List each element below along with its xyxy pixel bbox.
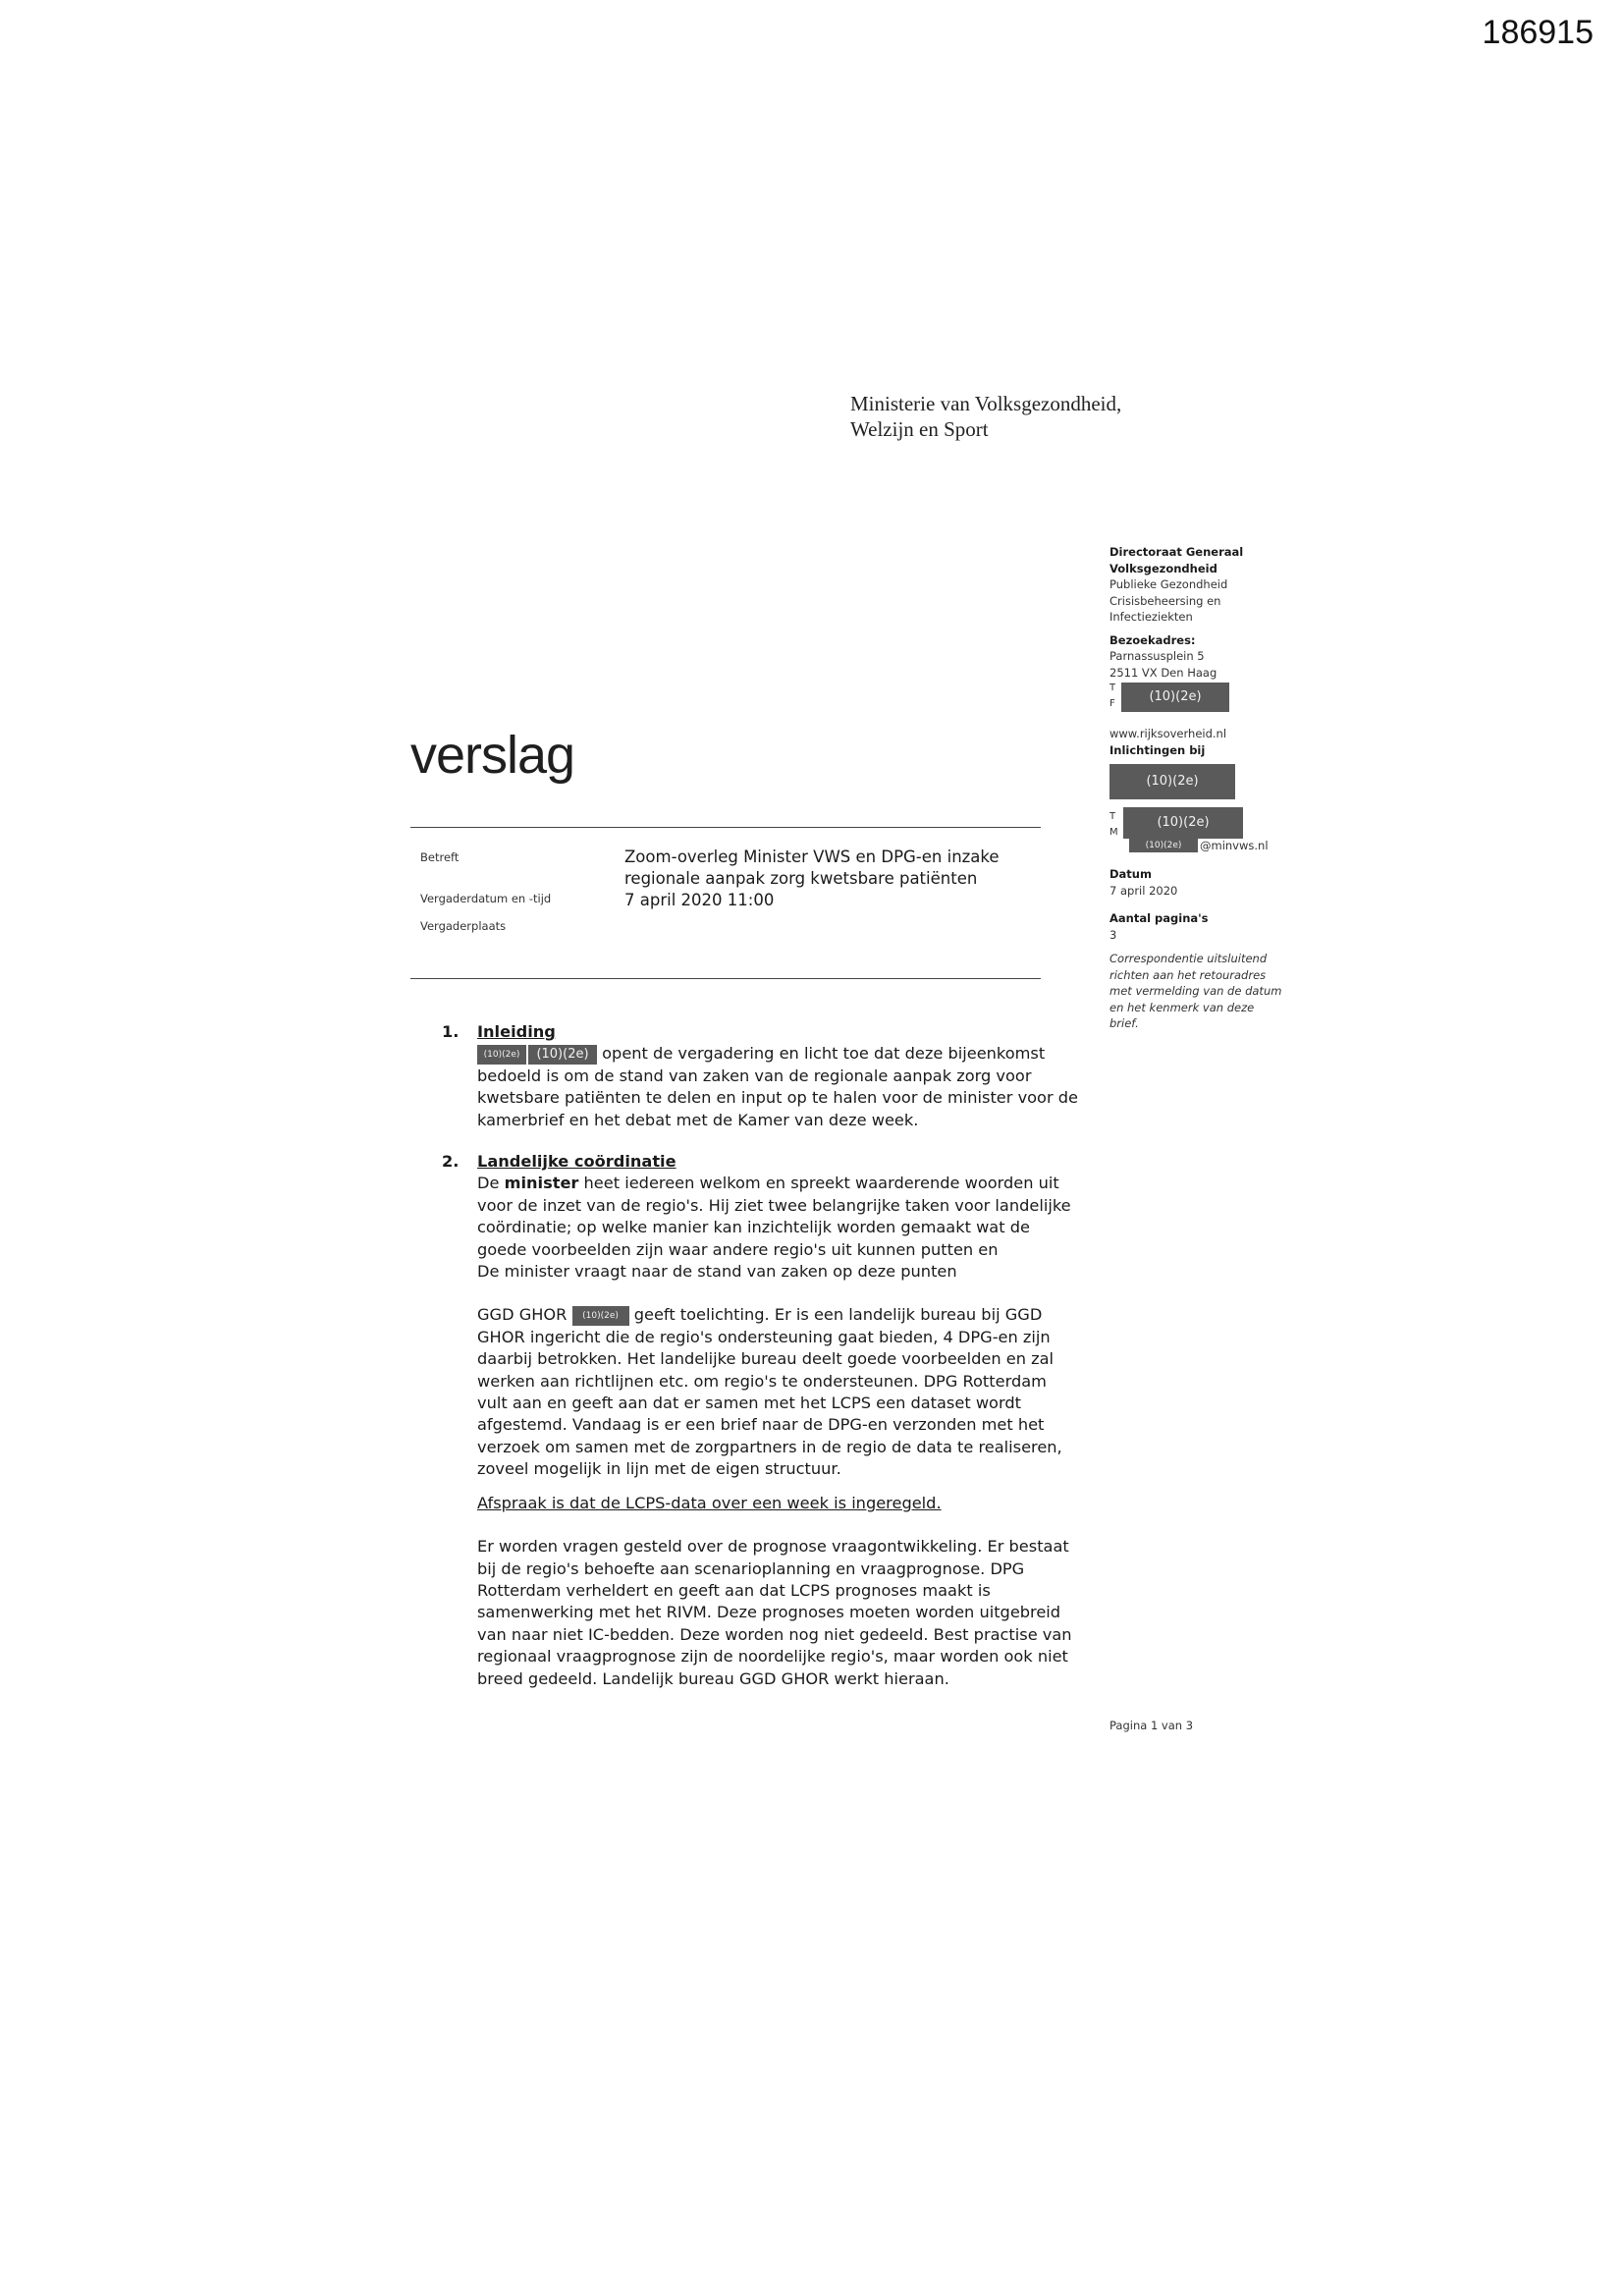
section-heading: Inleiding <box>477 1022 556 1041</box>
section-inleiding: 1. Inleiding (10)(2e) (10)(2e) opent de vergadering en licht toe dat deze bijeenkomst bedoeld is om de stand van zaken van de regionale aanpak zorg voor kwetsbare patiënten te delen en input op te halen voor de minister voor de kamerbrief en het debat met de Kamer van deze week. <box>477 1021 1106 1131</box>
divider <box>410 827 1041 828</box>
page-footer: Pagina 1 van 3 <box>1109 1719 1194 1732</box>
redaction-box: (10)(2e) <box>477 1045 526 1065</box>
divider <box>410 978 1041 979</box>
redaction-box: (10)(2e) <box>1123 807 1243 839</box>
redaction-box: (10)(2e) <box>528 1045 597 1065</box>
redaction-box: (10)(2e) <box>572 1306 629 1326</box>
redaction-box: (10)(2e) <box>1121 683 1229 712</box>
meeting-date-label: Vergaderdatum en -tijd <box>420 892 552 905</box>
section-heading: Landelijke coördinatie <box>477 1152 676 1171</box>
document-number: 186915 <box>1482 14 1594 51</box>
document-title: verslag <box>410 726 575 785</box>
meeting-date: 7 april 2020 11:00 <box>624 891 775 909</box>
contact-phone: T M (10)(2e) (10)(2e) @minvws.nl <box>1109 807 1316 856</box>
meeting-place-label: Vergaderplaats <box>420 919 507 933</box>
phone-fax: T F (10)(2e) <box>1109 681 1316 714</box>
agreement: Afspraak is dat de LCPS-data over een week is ingeregeld. <box>477 1493 942 1512</box>
redaction-box: (10)(2e) <box>1129 839 1198 852</box>
email-suffix: @minvws.nl <box>1200 839 1269 852</box>
ministry-name: Ministerie van Volksgezondheid, Welzijn en Sport <box>850 392 1122 441</box>
betreft-label: Betreft <box>420 850 460 864</box>
redaction-box: (10)(2e) <box>1109 764 1235 799</box>
meeting-details: Zoom-overleg Minister VWS en DPG-en inzake regionale aanpak zorg kwetsbare patiënten 7 april 2020 11:00 <box>624 847 1056 911</box>
sidebar: Directoraat Generaal Volksgezondheid Publieke Gezondheid Crisisbeheersing en Infectieziekten Bezoekadres: Parnassusplein 5 2511 VX Den Haag T F (10)(2e) www.rijksoverheid.nl Inlichtingen bij (10)(2e) T M (10)(2e) (10)(2e) @minvws.nl Datum 7 april 2020 Aantal pagina's 3 Correspondentie uitsluitend richten aan het retouradres met vermelding van de datum en het kenmerk van deze brief. <box>1109 544 1316 1032</box>
address-label: Bezoekadres: <box>1109 632 1196 647</box>
section-landelijke-coordinatie: 2. Landelijke coördinatie De minister heet iedereen welkom en spreekt waarderende woorden uit voor de inzet van de regio's. Hij ziet twee belangrijke taken voor landelijke coördinatie; op welke manier kan inzichtelijk worden gemaakt wat de goede voorbeelden zijn waar andere regio's uit kunnen putten en De minister vraagt naar de stand van zaken op deze punten GGD GHOR (10)(2e) geeft toelichting. Er is een landelijk bureau bij GGD GHOR ingericht die de regio's ondersteuning gaat bieden, 4 DPG-en zijn daarbij betrokken. Het landelijke bureau deelt goede voorbeelden en zal werken aan richtlijnen etc. om regio's te ondersteunen. DPG Rotterdam vult aan en geeft aan dat er samen met het LCPS een dataset wordt afgestemd. Vandaag is er een brief naar de DPG-en verzonden met het verzoek om samen met de zorgpartners in de regio de data te realiseren, zoveel mogelijk in lijn met de eigen structuur. Afspraak is dat de LCPS-data over een week is ingeregeld. Er worden vragen gesteld over de prognose vraagontwikkeling. Er bestaat bij de regio's behoefte aan scenarioplanning en vraagprognose. DPG Rotterdam verheldert en geeft aan dat LCPS prognoses maakt is samenwerking met het RIVM. Deze prognoses moeten worden uitgebreid van naar niet IC-bedden. Deze worden nog niet gedeeld. Best practise van regionaal vraagprognose zijn de noordelijke regio's, maar worden ook niet breed gedeeld. Landelijk bureau GGD GHOR werkt hieraan. <box>477 1151 1106 1690</box>
